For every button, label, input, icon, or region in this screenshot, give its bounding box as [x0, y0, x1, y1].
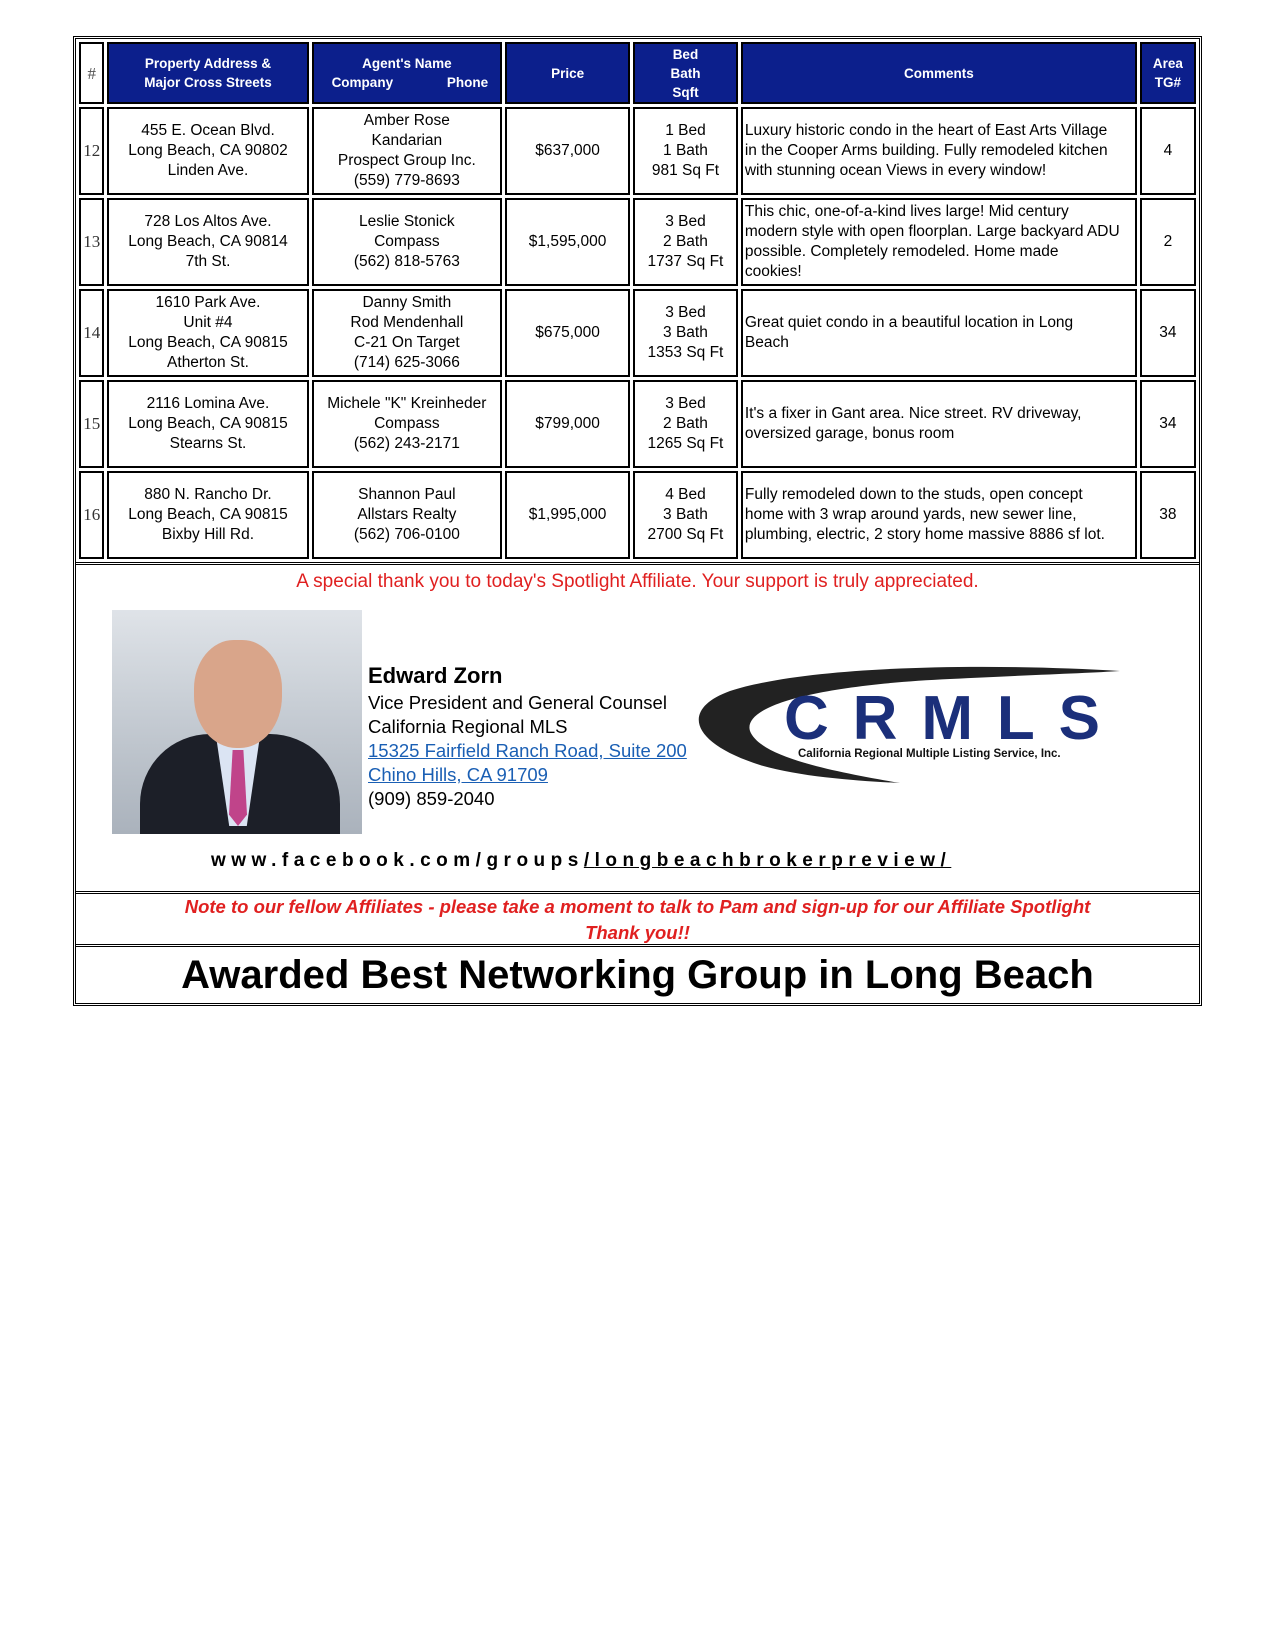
facebook-group-link[interactable]: www.facebook.com/groups/longbeachbrokerpreview/: [211, 850, 952, 871]
listing-agent: Leslie Stonick Compass (562) 818-5763: [312, 198, 503, 286]
table-row: [79, 289, 1196, 377]
table-header-row: [79, 42, 1196, 104]
affiliate-photo: [112, 610, 362, 834]
affiliate-address-link[interactable]: 15325 Fairfield Ranch Road, Suite 200: [368, 740, 687, 761]
listing-number: 12: [79, 107, 104, 195]
listing-number: 14: [79, 289, 104, 377]
thanks-banner: A special thank you to today's Spotlight Affiliate. Your support is truly appreciated.: [296, 571, 979, 592]
affiliate-spotlight: [76, 562, 1199, 891]
listing-price: $1,995,000: [505, 471, 630, 559]
affiliate-note: Note to our fellow Affiliates - please take a moment to talk to Pam and sign-up for our Affiliate Spotlight Thank you!!: [76, 891, 1199, 944]
listings-table: [76, 39, 1199, 562]
listing-price: $637,000: [505, 107, 630, 195]
listing-area: 38: [1140, 471, 1196, 559]
listing-price: $1,595,000: [505, 198, 630, 286]
affiliate-phone: (909) 859-2040: [368, 788, 495, 809]
crmls-logo: [690, 665, 1150, 783]
listing-price: $799,000: [505, 380, 630, 468]
listing-agent: Danny Smith Rod Mendenhall C-21 On Target (714) 625-3066: [312, 289, 503, 377]
col-header-area: Area TG#: [1140, 42, 1196, 104]
col-header-price: Price: [505, 42, 630, 104]
listing-number: 15: [79, 380, 104, 468]
listing-area: 4: [1140, 107, 1196, 195]
table-row: [79, 107, 1196, 195]
listing-address: 880 N. Rancho Dr. Long Beach, CA 90815 Bixby Hill Rd.: [107, 471, 308, 559]
listing-comment: It's a fixer in Gant area. Nice street. RV driveway, oversized garage, bonus room: [741, 380, 1137, 468]
col-header-bed-bath-sqft: Bed Bath Sqft: [633, 42, 738, 104]
crmls-logo-text: CRMLS: [784, 684, 1104, 753]
listing-comment: Great quiet condo in a beautiful location in Long Beach: [741, 289, 1137, 377]
listing-comment: This chic, one-of-a-kind lives large! Mid century modern style with open floorplan. Large backyard ADU possible. Completely remodeled. Home made cookies!: [741, 198, 1137, 286]
table-row: [79, 471, 1196, 559]
listing-area: 34: [1140, 289, 1196, 377]
affiliate-name: Edward Zorn: [368, 663, 503, 688]
listing-number: 13: [79, 198, 104, 286]
listing-comment: Luxury historic condo in the heart of East Arts Village in the Cooper Arms building. Fully remodeled kitchen with stunning ocean Views in every window!: [741, 107, 1137, 195]
listing-sheet: [73, 36, 1202, 1006]
affiliate-title: Vice President and General Counsel: [368, 692, 667, 713]
affiliate-city-link[interactable]: Chino Hills, CA 91709: [368, 764, 548, 785]
listing-bed-bath-sqft: 3 Bed 2 Bath 1737 Sq Ft: [633, 198, 738, 286]
col-header-address: Property Address & Major Cross Streets: [107, 42, 308, 104]
affiliate-org: California Regional MLS: [368, 716, 568, 737]
col-header-num: #: [79, 42, 104, 104]
col-header-agent: Agent's Name Company Phone: [312, 42, 503, 104]
listing-agent: Amber Rose Kandarian Prospect Group Inc. (559) 779-8693: [312, 107, 503, 195]
award-banner: Awarded Best Networking Group in Long Beach: [76, 944, 1199, 1003]
listing-agent: Michele "K" Kreinheder Compass (562) 243-2171: [312, 380, 503, 468]
col-header-comments: Comments: [741, 42, 1137, 104]
listing-area: 34: [1140, 380, 1196, 468]
listing-bed-bath-sqft: 1 Bed 1 Bath 981 Sq Ft: [633, 107, 738, 195]
listing-address: 1610 Park Ave. Unit #4 Long Beach, CA 90815 Atherton St.: [107, 289, 308, 377]
listing-area: 2: [1140, 198, 1196, 286]
listing-comment: Fully remodeled down to the studs, open concept home with 3 wrap around yards, new sewer line, plumbing, electric, 2 story home massive 8886 sf lot.: [741, 471, 1137, 559]
listing-bed-bath-sqft: 4 Bed 3 Bath 2700 Sq Ft: [633, 471, 738, 559]
table-row: [79, 198, 1196, 286]
listing-number: 16: [79, 471, 104, 559]
affiliate-contact: [368, 661, 687, 811]
listing-price: $675,000: [505, 289, 630, 377]
listing-agent: Shannon Paul Allstars Realty (562) 706-0100: [312, 471, 503, 559]
listing-bed-bath-sqft: 3 Bed 2 Bath 1265 Sq Ft: [633, 380, 738, 468]
crmls-logo-subtext: California Regional Multiple Listing Service, Inc.: [798, 748, 1061, 760]
listing-address: 455 E. Ocean Blvd. Long Beach, CA 90802 Linden Ave.: [107, 107, 308, 195]
table-row: [79, 380, 1196, 468]
listing-address: 728 Los Altos Ave. Long Beach, CA 90814 7th St.: [107, 198, 308, 286]
listing-address: 2116 Lomina Ave. Long Beach, CA 90815 Stearns St.: [107, 380, 308, 468]
listing-bed-bath-sqft: 3 Bed 3 Bath 1353 Sq Ft: [633, 289, 738, 377]
